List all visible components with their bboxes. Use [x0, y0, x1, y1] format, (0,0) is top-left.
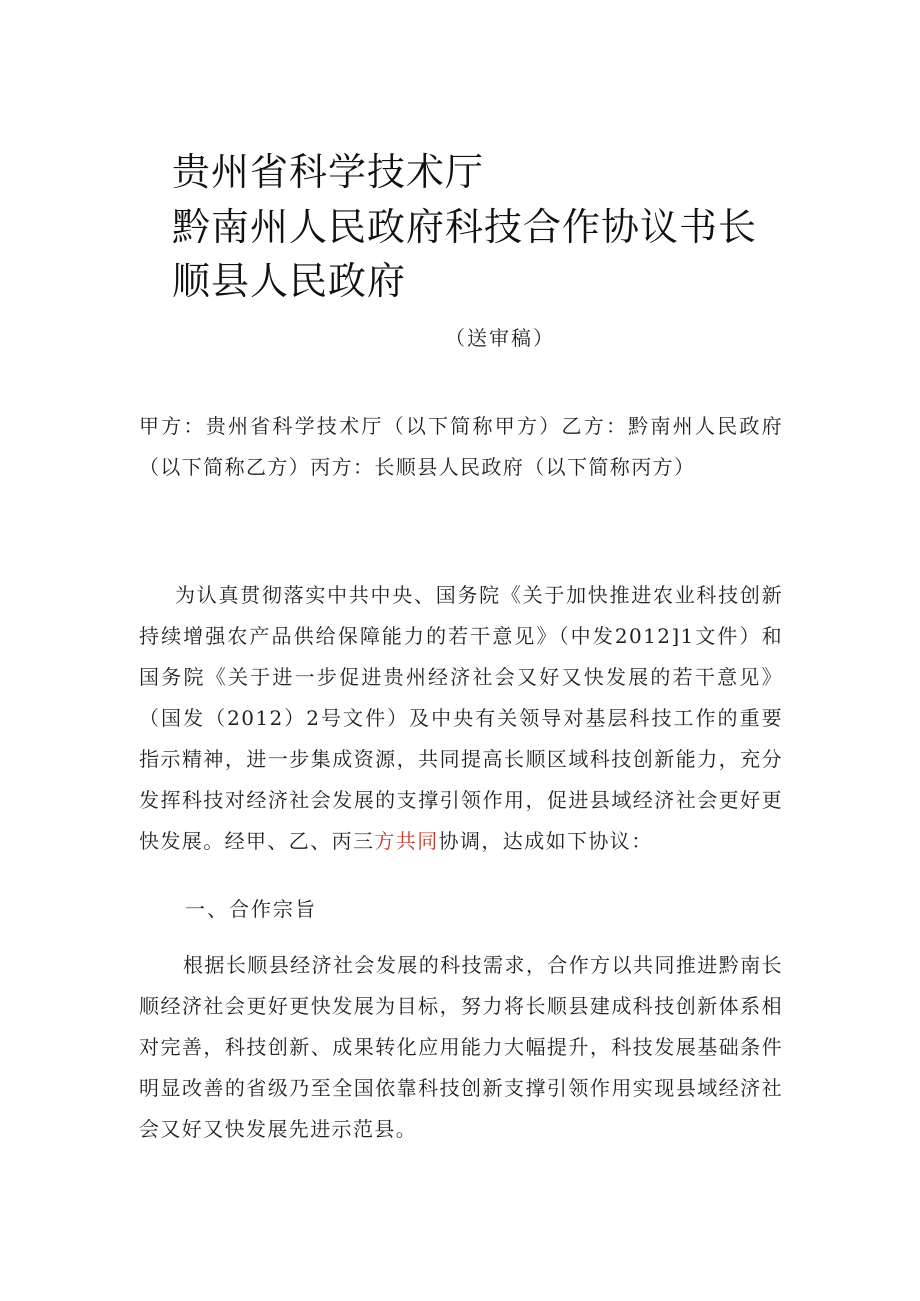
intro-highlight: 方共同 [374, 829, 439, 853]
parties-paragraph: 甲方：贵州省科学技术厅（以下简称甲方）乙方：黔南州人民政府（以下简称乙方）丙方：长顺县人民政府（以下简称丙方） [139, 414, 783, 479]
title-line-1: 贵州省科学技术厅 [172, 150, 485, 194]
section-1-heading: 一、合作宗旨 [185, 897, 317, 921]
draft-label: （送审稿） [445, 326, 555, 350]
section-1-body: 根据长顺县经济社会发展的科技需求，合作方以共同推进黔南长顺经济社会更好更快发展为目标，努力将长顺县建成科技创新体系相对完善，科技创新、成果转化应用能力大幅提升，科技发展基础条件明显改善的省级乃至全国依靠科技创新支撑引领作用实现县域经济社会又好又快发展先进示范县。 [139, 953, 783, 1141]
intro-text-before: 为认真贯彻落实中共中央、国务院《关于加快推进农业科技创新持续增强农产品供给保障能力的若干意见》（中发2012]1文件）和国务院《关于进一步促进贵州经济社会又好又快发展的若干意见》（国发（2012）2号文件）及中央有关领导对基层科技工作的重要指示精神，进一步集成资源，共同提高长顺区域科技创新能力，充分发挥科技对经济社会发展的支撑引领作用，促进县域经济社会更好更快发展。经甲、乙、丙三 [139, 583, 783, 853]
title-line-2: 黔南州人民政府科技合作协议书长 [172, 205, 758, 249]
title-line-3: 顺县人民政府 [172, 259, 407, 303]
intro-text-after: 协调，达成如下协议： [438, 829, 653, 853]
intro-paragraph [139, 575, 783, 862]
